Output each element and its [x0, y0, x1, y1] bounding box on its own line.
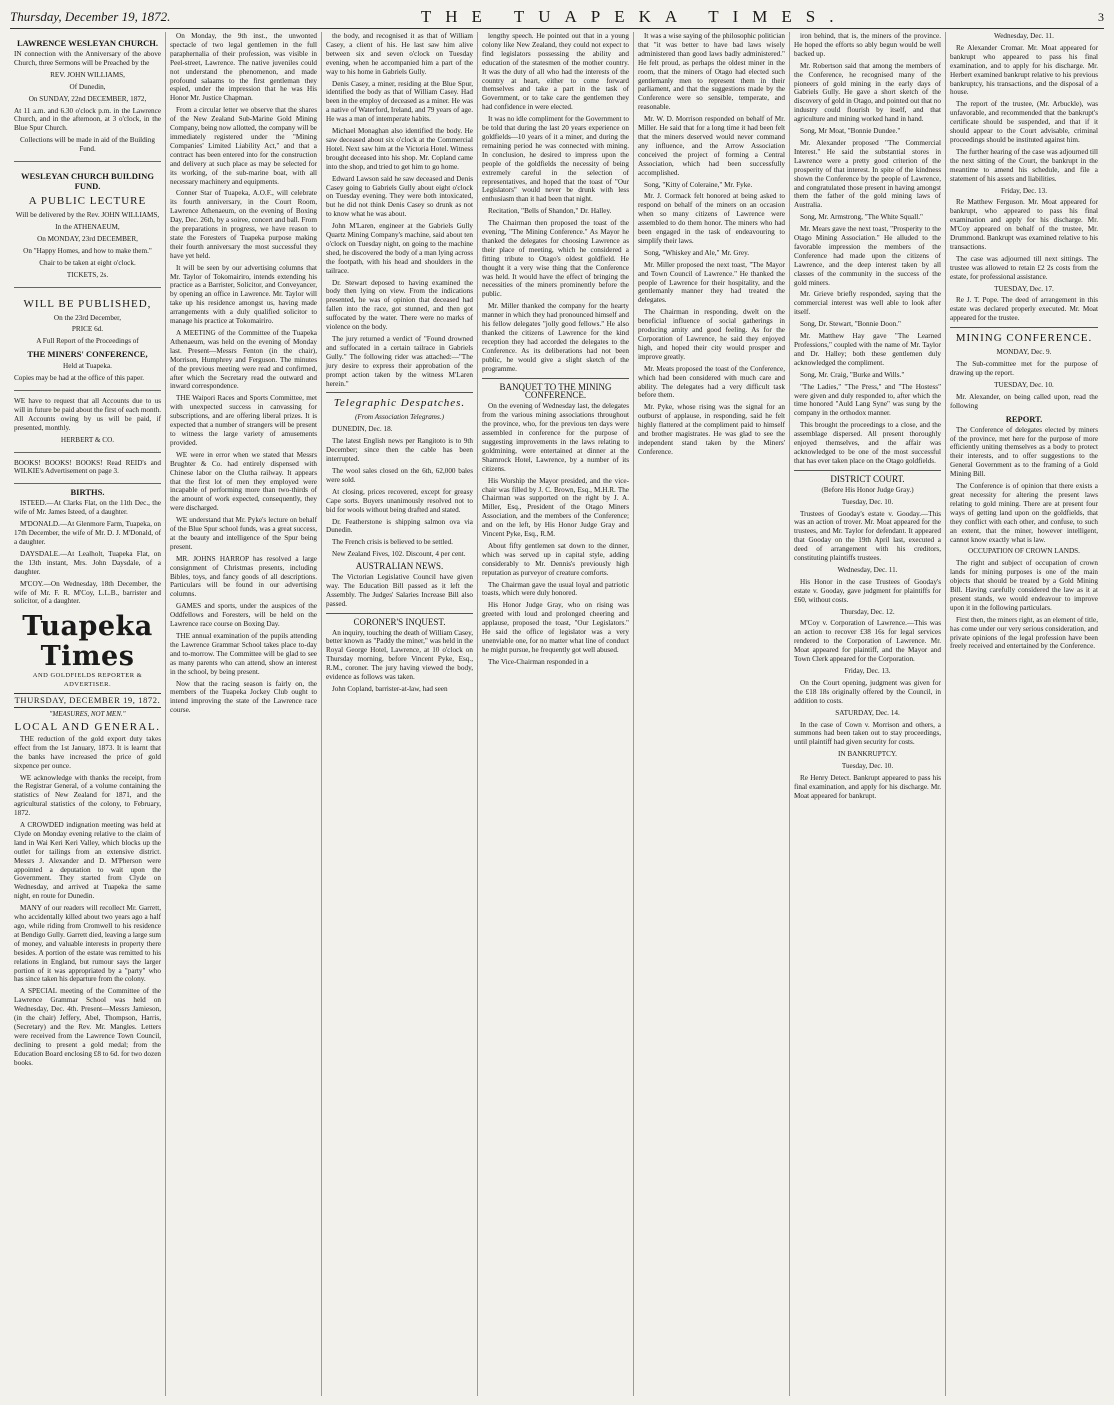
article-paragraph: Song, "Whiskey and Ale," Mr. Grey. [644, 248, 750, 257]
telegraphic-note: (From Association Telegrams.) [355, 413, 444, 422]
court-date: TUESDAY, Dec. 17. [994, 284, 1054, 293]
article-paragraph: From a circular letter we observe that the shares of the New Zealand Sub-Marine Gold Mining Company, being now allotted, the company will be immediately registered under the "Mining Companies' Limited Liability Act," and that a contract has been entered into for the construction and delivery at such place as may be selected for its working, of the sub-marine boat, with all necessary machinery and equipments. [170, 106, 317, 186]
article-paragraph: About fifty gentlemen sat down to the dinner, which was served up in capital style, adding considerably to Mr. Dennis's previously high reputation as purveyor of creature comforts. [482, 541, 629, 577]
report-copies: Copies may be had at the office of this paper. [14, 374, 145, 383]
article-paragraph: Mr. Grieve briefly responded, saying that the commercial interest was well able to look after itself. [794, 290, 941, 317]
article-paragraph: Song, Mr. Craig, "Burke and Wills." [800, 370, 905, 379]
article-paragraph: Song, "Kitty of Coleraine," Mr. Fyke. [644, 180, 753, 189]
mining-conference-heading: MINING CONFERENCE. [955, 332, 1093, 345]
birth-notice: M'COY.—On Wednesday, 18th December, the wife of Mr. F. R. M'Coy, L.L.B., barrister and solicitor, of a daughter. [14, 579, 161, 606]
column-3 [322, 32, 478, 1396]
nameplate-motto: "MEASURES, NOT MEN." [49, 710, 126, 719]
court-date: Tuesday, Dec. 10. [841, 762, 894, 771]
lecture-tickets: TICKETS, 2s. [66, 270, 109, 279]
telegraphic-item: Dr. Featherstone is shipping salmon ova via Dunedin. [326, 517, 473, 535]
article-paragraph: Mr. Robertson said that among the members of the Conference, he recognised many of the pioneers of gold mining in the early days of Gabriels Gully. He gave a short sketch of the discovery of gold in Otago, and pointed out that no industry could flourish by itself, and that agriculture and mining worked hand in hand. [794, 61, 941, 124]
article-paragraph: Mr. Alexander, on being called upon, read the following [950, 392, 1098, 410]
court-case: In the case of Cown v. Morrison and others, a summons had been taken out to stay proceedings, until plaintiff had given security for costs. [794, 720, 941, 747]
lecture-heading: A PUBLIC LECTURE [28, 195, 147, 208]
divider [326, 392, 473, 393]
church-text: IN connection with the Anniversary of the above Church, three Sermons will be Preached by the [14, 50, 161, 67]
article-paragraph: His Honor Judge Gray, who on rising was greeted with loud and prolonged cheering and applause, proposed the toast, "Our Legislators." He said the office of legislator was a very unenviable one, for no matter what line of conduct he might pursue, he frequently got well abused. [482, 601, 629, 654]
lecture-chair: Chair to be taken at eight o'clock. [39, 258, 136, 267]
church-city: Of Dunedin, [69, 82, 106, 91]
court-case: Re Matthew Ferguson. Mr. Moat appeared for bankrupt, who appeared to pass his final examination and apply for his discharge. Mr. M'Coy appeared on behalf of the trustee, Mr. Drummond. Bankrupt was examined relative to his transactions. [950, 198, 1098, 251]
article-paragraph: John M'Laren, engineer at the Gabriels Gully Quartz Mining Company's machine, said about ten o'clock on Tuesday night, on going to the machine shed, he discovered the body of a man lying across the footpath, with his head and shoulders in the tailrace. [326, 222, 473, 275]
newspaper-page [10, 32, 1104, 1396]
column-6 [790, 32, 946, 1396]
conference-date: MONDAY, Dec. 9. [996, 348, 1052, 357]
court-date: Friday, Dec. 13. [1000, 186, 1048, 195]
article-paragraph: GAMES and sports, under the auspices of the Oddfellows and Foresters, will be held on the Lawrence race course on Boxing Day. [170, 602, 317, 629]
divider [794, 470, 941, 471]
publish-date: On the 23rd December, [53, 313, 122, 322]
church-date: On SUNDAY, 22nd DECEMBER, 1872, [28, 94, 147, 103]
article-paragraph: A MEETING of the Committee of the Tuapeka Athenaeum, was held on the evening of Monday last. Present—Messrs Fenton (in the chair), Morrison, Humphrey and Ferguson. The minutes of the previous meeting were read and confirmed, after which the Secretary read the outward and inward correspondence. [170, 329, 317, 391]
church-heading: LAWRENCE WESLEYAN CHURCH. [17, 38, 158, 48]
article-paragraph: The jury returned a verdict of "Found drowned and suffocated in a certain tailrace in Gabriels Gully." The following rider was attached:—"The jury desire to express their approbation of the prompt action taken by the witness M'Laren herein." [326, 335, 473, 388]
article-paragraph: The Chairman in responding, dwelt on the beneficial influence of social gatherings in producing amity and good feeling. As for the Corporation of Lawrence, he said they enjoyed high, and hoped their city would prosper and improve greatly. [638, 308, 785, 361]
court-case: Trustees of Gooday's estate v. Gooday.—This was an action of trover. Mr. Moat appeared for the trustees, and Mr. Taylor for defendant. It appeared that Gooday on the 19th April last, executed a deed of arrangement with his creditors, constituting plaintiffs trustees. [794, 509, 941, 563]
article-paragraph: Conner Star of Tuapeka, A.O.F., will celebrate its fourth anniversary, in the Court Room, Lawrence Athenaeum, on the evening of Boxing Day, Dec. 26th, by a soiree, concert and ball. From the preparations in progress, we have reason to state the Foresters of Tuapeka purpose making their fourth anniversary the most successful they have yet held. [170, 189, 317, 260]
church-preacher: REV. JOHN WILLIAMS, [50, 70, 125, 79]
books-advert [14, 456, 161, 485]
fund-heading: WESLEYAN CHURCH BUILDING FUND. [21, 171, 154, 192]
report-title: A Full Report of the Proceedings of [36, 337, 139, 346]
birth-notice: ISTEED.—At Clarks Flat, on the 11th Dec., the wife of Mr. James Isteed, of a daughter. [14, 499, 161, 517]
accounts-notice [14, 394, 161, 453]
masthead [10, 6, 1104, 29]
article-paragraph: It will be seen by our advertising columns that Mr. Taylor of Tokomairiro, intends extending his practice as a Barrister, Solicitor, and Conveyancer, by opening an office in Lawrence. Mr. Taylor will take up his residence amongst us, having made arrangements with a duly qualified solicitor to manage his practice at Tokomairiro. [170, 263, 317, 326]
court-case: The further hearing of the case was adjourned till the next sitting of the Court, the bankrupt in the meantime to amend his schedule, and file a statement of his assets and liabilities. [950, 147, 1098, 183]
lecture-place: In the ATHENAEUM, [55, 222, 120, 231]
nameplate-date: THURSDAY, DECEMBER 19, 1872. [14, 693, 161, 708]
lecture-topic: On "Happy Homes, and how to make them." [23, 246, 152, 255]
publish-heading: WILL BE PUBLISHED, [23, 297, 152, 310]
article-paragraph: The Conference of delegates elected by miners of the province, met here for the purpose of more efficiently uniting themselves as a body to protect their interests, and to offer suggestions to the General Government as to the framing of a Gold Mining Bill. [950, 425, 1098, 479]
telegraphic-item: At closing, prices recovered, except for greasy Cape sorts. Buyers unanimously resolved not to bid for wools without being drafted and stated. [326, 487, 473, 514]
report-subheading: OCCUPATION OF CROWN LANDS. [968, 547, 1080, 556]
births-heading: BIRTHS. [70, 487, 105, 498]
court-case: Re J. T. Pope. The deed of arrangement in this estate was declared properly executed. Mr. Moat appeared for the trustee. [950, 296, 1098, 323]
report-place: Held at Tuapeka. [63, 362, 112, 371]
court-date: Wednesday, Dec. 11. [994, 32, 1054, 40]
court-case: Re Alexander Cromar. Mr. Moat appeared for bankrupt who appeared to pass his final examination, and to apply for his discharge. Mr. Herbert examined bankrupt relative to his previous bankruptcy, his transactions, and the disposal of a house. [950, 43, 1098, 97]
column-5 [634, 32, 790, 1396]
page-number: 3 [1098, 9, 1104, 24]
article-paragraph: Recitation, "Bells of Shandon," Dr. Halley. [488, 207, 612, 216]
court-date: Thursday, Dec. 12. [840, 607, 895, 616]
article-paragraph: A CROWDED indignation meeting was held at Clyde on Monday evening relative to the claim of land in Wai Keri Keri Valley, which blocks up the outlet for tailings from an extensive district. Messrs J. Alexander and D. M'Pherson were appointed a deputation to wait upon the Government. They started from Clyde on Wednesday, and arrived at Tuapeka the same night, en route for Dunedin. [14, 821, 161, 901]
accounts-text: WE have to request that all Accounts due to us will in future be paid about the first of each month. All Accounts owing by us will be paid, if presented, monthly. [14, 397, 161, 432]
article-paragraph: iron behind, that is, the miners of the province. He hoped the efforts so ably begun would be well backed up. [794, 32, 941, 58]
article-paragraph: THE Waipori Races and Sports Committee, met with unexpected success in canvassing for subscriptions, and are offering liberal prizes. It is expected that a number of strangers will be present to witness the large variety of amusements provided. [170, 394, 317, 447]
article-paragraph: WE acknowledge with thanks the receipt, from the Registrar General, of a volume containing the statistics of New Zealand for 1871, and the agricultural statistics of the colony, to February, 1872. [14, 773, 161, 818]
article-paragraph: Mr. Miller thanked the company for the hearty manner in which they had pronounced himself and his fellow delegates "jolly good fellows." He also thanked the citizens of Lawrence for the kind reception they had accorded the delegates to the Conference. As its deliberations had not been public, he would give a slight sketch of the programme. [482, 302, 629, 373]
article-paragraph: Mr. Pyke, whose rising was the signal for an outburst of applause, in responding, said he felt highly flattered at the compliment paid to himself and brother magistrates. He was glad to see the independent stand taken by the Miners' Conference. [638, 403, 785, 456]
local-general-heading: LOCAL AND GENERAL. [14, 720, 161, 733]
telegraphic-heading: Telegraphic Despatches. [333, 397, 466, 410]
telegraphic-item: The wool sales closed on the 6th, 62,000 bales were sold. [326, 466, 473, 484]
article-paragraph: Mr. Miller proposed the next toast, "The Mayor and Town Council of Lawrence." He thanked the people of Lawrence for their hospitality, and the gentlemanly manner they had treated the delegates. [638, 260, 785, 305]
court-date: Tuesday, Dec. 10. [841, 497, 894, 506]
article-paragraph: It was no idle compliment for the Government to be told that during the last 20 years experience on goldfields—10 years of it a miner, and during the remaining period he was connected with mining. In conclusion, he desired to impress upon the people of the goldfields the necessity of being extremely careful in the selection of representatives, and hoped that the toast of "Our Legislators" would never be drunk with less enthusiasm than it had been that night. [482, 115, 629, 204]
lecture-advert [14, 165, 161, 287]
article-paragraph: lengthy speech. He pointed out that in a young colony like New Zealand, they could not expect to find legislators possessing the ability and education of the statesmen of the mother country. It was the duty of all who had the interests of the country at heart, either to come forward themselves and take a part in the task of Government, or to take care the gentlemen they had confidence in were elected. [482, 32, 629, 112]
birth-notice: M'DONALD.—At Glenmore Farm, Tuapeka, on 17th December, the wife of Mr. D. J. M'Donald, of a daughter. [14, 520, 161, 546]
article-paragraph: His Worship the Mayor presided, and the vice-chair was filled by J. C. Brown, Esq., M.H.R. The Chairman was supported on the right by J. A. Miller, Esq., President of the Otago Miners Association, and the members of the Conference; and on the left, by His Honor Judge Gray and Vincent Pyke, Esq., R.M. [482, 476, 629, 539]
divider [950, 327, 1098, 328]
article-paragraph: An inquiry, touching the death of William Casey, better known as "Paddy the miner," was held in the Royal George Hotel, Lawrence, at 10 o'clock on Thursday morning, before Vincent Pyke, Esq., R.M., coroner. The jury having viewed the body, evidence as follows was taken. [326, 628, 473, 682]
column-7 [946, 32, 1102, 1396]
court-case: Re Henry Detect. Bankrupt appeared to pass his final examination, and apply for his discharge. Mr. Moat appeared for bankrupt. [794, 774, 941, 800]
court-date: Friday, Dec. 13. [844, 667, 891, 675]
article-paragraph: Mr. Matthew Hay gave "The Learned Professions," coupled with the name of Mr. Taylor and Dr. Halley; both these gentlemen duly acknowledged the compliment. [794, 332, 941, 367]
bankruptcy-heading: IN BANKRUPTCY. [838, 750, 897, 759]
article-paragraph: The Vice-Chairman responded in a [488, 657, 589, 666]
conference-date: TUESDAY, Dec. 10. [994, 380, 1054, 389]
publication-advert [14, 291, 161, 392]
report-heading: REPORT. [1005, 413, 1043, 424]
column-1 [10, 32, 166, 1396]
article-paragraph: Now that the racing season is fairly on, the members of the Tuapeka Jockey Club ought to intend improving the state of the Lawrence race course. [170, 679, 317, 715]
column-4 [478, 32, 634, 1396]
court-case: His Honor in the case Trustees of Gooday's estate v. Gooday, gave judgment for plaintiffs for £60, without costs. [794, 577, 941, 604]
lecture-by: Will be delivered by the Rev. JOHN WILLIAMS, [15, 211, 160, 220]
accounts-sign: HERBERT & CO. [60, 435, 115, 444]
article-paragraph: A SPECIAL meeting of the Committee of the Lawrence Grammar School was held on Wednesday, Dec. 4th. Present—Messrs Jamieson, (in the chair) Jeffery, Abel, Thompson, Harris, (Secretary) and the Rev. Mr. Mangles. Letters were received from the Lawrence Town Council, declining to present a gold medal; from the Education Board enclosing £8 to 6d. for two dozen books. [14, 987, 161, 1067]
nameplate-title: Tuapeka Times [22, 611, 153, 673]
article-paragraph: The Chairman gave the usual loyal and patriotic toasts, which were duly honored. [482, 580, 629, 598]
article-paragraph: Mr. Mears gave the next toast, "Prosperity to the Otago Mining Association." He alluded to the favorable impression the members of the Conference had made upon the citizens of Lawrence, and the deep interest taken by all classes of the community in the success of the gold miners. [794, 225, 941, 287]
article-paragraph: THE annual examination of the pupils attending the Lawrence Grammar School takes place to-day and to-morrow. The Committee will be glad to see as many parents who can attend, show an interest in the school, by being present. [170, 632, 317, 676]
lecture-date: On MONDAY, 23rd DECEMBER, [37, 234, 138, 243]
article-paragraph: MR. JOHNS HARROP has resolved a large consignment of Christmas presents, including Bibles, toys, and fancy goods of all descriptions. Particulars will be found in our advertising columns. [170, 554, 317, 599]
article-paragraph: On the evening of Wednesday last, the delegates from the various mining associations throughout the province, who, for the previous ten days were assembled in conference for the purpose of suggesting improvements in the laws relating to goldmining, were entertained at dinner at the Shamrock Hotel, Lawrence, by a number of its citizens. [482, 402, 629, 473]
article-paragraph: "The Ladies," "The Press," and "The Hostess" were given and duly responded to, after which the time honored "Auld Lang Syne" was sung by the company in the orthodox manner. [794, 382, 941, 418]
court-case: The report of the trustee, (Mr. Arbuckle), was unfavorable, and recommended that the bankrupt's certificate should be suspended, and that if it should appear to the Court advisable, criminal proceedings should be instituted against him. [950, 100, 1098, 144]
column-2 [166, 32, 322, 1396]
church-collection: Collections will be made in aid of the Building Fund. [20, 136, 155, 154]
telegraphic-dateline: DUNEDIN, Dec. 18. [332, 425, 393, 434]
nameplate [14, 612, 161, 732]
article-paragraph: First then, the miners right, as an element of title, has come under our very serious consideration, and private opinions of the legal profession have been freely received and entertained by the Conference. [950, 615, 1098, 651]
article-paragraph: Edward Lawson said he saw deceased and Denis Casey going to Gabriels Gully about eight o'clock on Tuesday evening. They were both intoxicated, but he did not think Denis Casey so drunk as not to know what he was about. [326, 174, 473, 219]
article-paragraph: The Sub-committee met for the purpose of drawing up the report. [950, 360, 1098, 377]
article-paragraph: John Copland, barrister-at-law, had seen [332, 685, 448, 693]
nameplate-subtitle: AND GOLDFIELDS REPORTER & ADVERTISER. [32, 672, 143, 689]
banquet-heading: BANQUET TO THE MINING CONFERENCE. [499, 381, 612, 401]
article-paragraph: This brought the proceedings to a close, and the assemblage dispersed. All present thoroughly enjoyed themselves, and the affair was acknowledged to be one of the most successful that has ever taken place on the Otago goldfields. [794, 421, 941, 465]
church-advert [14, 32, 161, 162]
birth-notice: DAYSDALE.—At Lealholt, Tuapeka Flat, on the 13th instant, Mrs. John Daysdale, of a daughter. [14, 549, 161, 576]
telegraphic-item: The latest English news per Rangitoto is to 9th December; since then the cable has been interrupted. [326, 437, 473, 464]
court-case: On the Court opening, judgment was given for the £18 18s originally offered by the Council, in addition to costs. [794, 678, 941, 705]
article-paragraph: Song, Mr. Armstrong, "The White Squall." [800, 213, 923, 222]
article-paragraph: Mr. W. D. Morrison responded on behalf of Mr. Miller. He said that for a long time it had been felt that the miners deserved would never command any influence, and the Arrow Association conceived the project of forming a Central Association, which had been successfully accomplished. [638, 115, 785, 177]
masthead-paper-name: THE TUAPEKA TIMES. [420, 7, 848, 26]
court-date: Wednesday, Dec. 11. [837, 565, 898, 574]
article-paragraph: Song, Mr Moat, "Bonnie Dundee." [800, 127, 901, 136]
district-court-subheading: (Before His Honor Judge Gray.) [821, 485, 914, 494]
church-times: At 11 a.m. and 6.30 o'clock p.m. in the Lawrence Church, and in the afternoon, at 3 o'clock, in the Blue Spur Church. [14, 106, 161, 133]
article-paragraph: The Conference is of opinion that there exists a great necessity for altering the present laws relating to gold mining. There are at present four ways of getting land upon on the goldfields, that they conflict with each other, and confuse, to such an extent, that the miner, however intelligent, cannot know exactly what is law. [950, 482, 1098, 544]
article-paragraph: MANY of our readers will recollect Mr. Garrett, who accidentally killed about two years ago a half ago, while riding from Cromwell to his residence at Bendigo Gully. Garrett died, leaving a large sum of money, and valuable interests in property there besides. A portion of the estate was remitted to his relations in England, but rumour says the larger portion of it was appropriated by a "party" who has since taken his departure from the colony. [14, 904, 161, 984]
article-paragraph: The right and subject of occupation of crown lands for mining purposes is one of the main objects that should be treated by a Gold Mining Bill. Having carefully considered the law as it at present stands, we would endeavour to improve upon it in the following particulars. [950, 559, 1098, 612]
district-court-heading: DISTRICT COURT. [830, 473, 905, 484]
article-paragraph: WE understand that Mr. Pyke's lecture on behalf of the Blue Spur school funds, was a great success, at the beauty and intelligence of the Spur being present. [170, 516, 317, 551]
telegraphic-item: The French crisis is believed to be settled. [332, 538, 453, 547]
article-paragraph: Mr. Meats proposed the toast of the Conference, which had been considered with much care and ability. The delegates had a very difficult task before them. [638, 364, 785, 400]
publish-price: PRICE 6d. [71, 325, 104, 334]
article-paragraph: THE reduction of the gold export duty takes effect from the 1st January, 1873. It is learnt that the banks have increased the price of gold sixpence per ounce. [14, 734, 161, 770]
article-paragraph: Michael Monaghan also identified the body. He saw deceased about six o'clock at the Commercial Hotel. Next saw him at the Victoria Hotel. Witness brought deceased into his shop. Mr. Copland came into the shop, and tried to get him to go home. [326, 127, 473, 171]
article-paragraph: The Chairman then proposed the toast of the evening, "The Mining Conference." As Mayor he thanked the delegates for choosing Lawrence as their place of meeting, which he considered a fitting tribute to Otago's oldest goldfield. He thought it a very wise thing that the Conference was held. It would have the effect of bringing the necessities of the miners prominently before the public. [482, 219, 629, 299]
court-case: M'Coy v. Corporation of Lawrence.—This was an action to recover £38 16s for legal services rendered to the Corporation of Lawrence. Mr. Moat appeared for plaintiff, and the Mayor and Town Clerk appeared for the Corporation. [794, 619, 941, 664]
divider [482, 378, 629, 379]
article-paragraph: Mr. J. Cormack felt honored at being asked to respond on behalf of the miners on an occasion when so many citizens of Lawrence were assembled to do them honor. The miners who had been engaged in the task of endeavouring to simplify their laws. [638, 192, 785, 245]
australian-news-heading: AUSTRALIAN NEWS. [355, 561, 444, 572]
court-case: The case was adjourned till next sittings. The trustee was allowed to retain £2 2s costs from the estate, for professional assistance. [950, 254, 1098, 281]
coroner-heading: CORONER'S INQUEST. [353, 616, 446, 627]
divider [326, 613, 473, 614]
article-paragraph: Song, Dr. Stewart, "Bonnie Doon." [800, 320, 901, 329]
australian-news-item: The Victorian Legislative Council have given way. The Education Bill passed as it left the Assembly. The Judges' Salaries Increase Bill also passed. [326, 573, 473, 608]
court-date: SATURDAY, Dec. 14. [835, 708, 900, 717]
article-paragraph: Mr. Alexander proposed "The Commercial Interest." He said the substantial stores in Lawrence were a pretty good criterion of the prosperity of that interest. In spite of the kindness shown the Conference by the people of Lawrence, and congratulated those present in having amongst them the father of the gold mining laws of Australia. [794, 138, 941, 210]
books-text: BOOKS! BOOKS! BOOKS! Read REID's and WILKIE's Advertisement on page 3. [14, 458, 161, 476]
article-paragraph: Denis Casey, a miner, residing at the Blue Spur, identified the body as that of William Casey. Had been in the employ of deceased as a miner. He was a native of Waterford, Ireland, and 79 years of age. He was a man of intemperate habits. [326, 79, 473, 124]
article-paragraph: On Monday, the 9th inst., the unwonted spectacle of two legal gentlemen in the full paraphernalia of their profession, was visible in Peel-street, Lawrence. The native juveniles could not understand the phenomenon, and made profound salaams to the first gentleman they espied, under the impression that he was His Honor Mr. Justice Chapman. [170, 32, 317, 103]
article-paragraph: Dr. Stewart deposed to having examined the body then lying on view. From the indications presented, he was of opinion that deceased had fallen into the race, got stunned, and then got suffocated by the water. There were no marks of violence on the body. [326, 278, 473, 332]
report-name: THE MINERS' CONFERENCE, [27, 349, 148, 360]
telegraphic-item: New Zealand Fives, 102. Discount, 4 per cent. [332, 550, 466, 559]
masthead-date: Thursday, December 19, 1872. [10, 9, 171, 24]
article-paragraph: It was a wise saying of the philosophic politician that "it was better to have bad laws wisely administered than good laws badly administered." He felt proud, as perhaps the oldest miner in the room, that the miners of Otago had elected such gentlemanly men to represent them in their parliament, and that the suggestions made by the Conference were so sensible, temperate, and reasonable. [638, 32, 785, 112]
article-paragraph: WE were in error when we stated that Messrs Brughter & Co. had entirely dispensed with Chinese labor on the Clutha railway. It appears that the first lot of men they employed were incapable of performing more than two-thirds of the amount of work expected, consequently, they were discharged. [170, 450, 317, 513]
article-paragraph: the body, and recognised it as that of William Casey, a client of his. He last saw him alive between six and seven o'clock on Tuesday evening, when he accompanied him a part of the way to his home in Gabriels Gully. [326, 32, 473, 76]
